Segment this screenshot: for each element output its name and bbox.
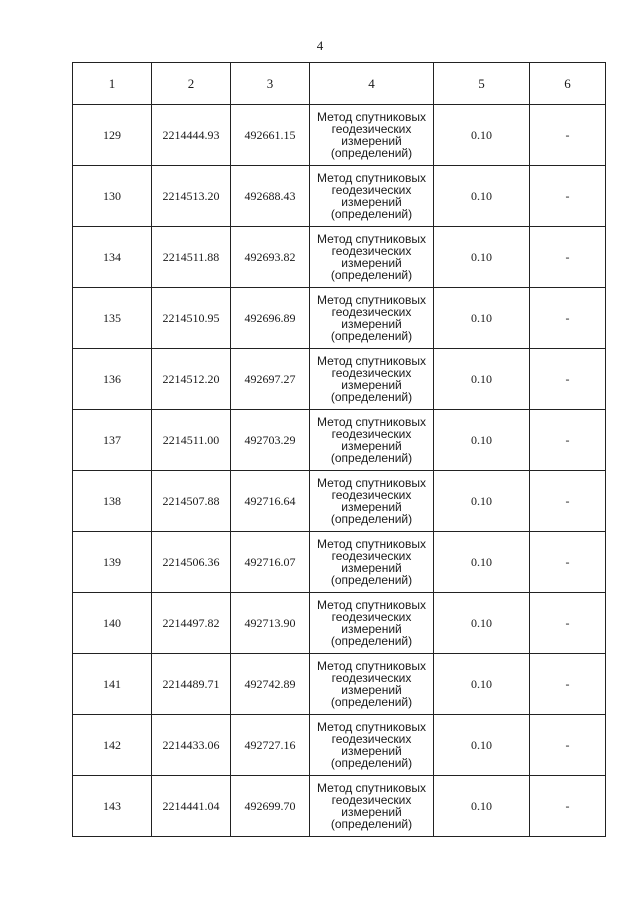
accuracy-cell: 0.10 xyxy=(434,349,530,410)
y-coordinate-cell: 492699.70 xyxy=(231,776,310,837)
accuracy-cell: 0.10 xyxy=(434,654,530,715)
table-row xyxy=(73,532,606,593)
y-coordinate-cell: 492713.90 xyxy=(231,593,310,654)
x-coordinate-cell: 2214507.88 xyxy=(152,471,231,532)
table-row xyxy=(73,105,606,166)
column-header: 6 xyxy=(530,63,606,105)
point-number-cell: 136 xyxy=(73,349,152,410)
accuracy-cell: 0.10 xyxy=(434,532,530,593)
point-number-cell: 134 xyxy=(73,227,152,288)
note-cell: - xyxy=(530,166,606,227)
y-coordinate-cell: 492703.29 xyxy=(231,410,310,471)
method-cell: Метод спутниковых геодезических измерений (определений) xyxy=(310,166,434,227)
page-number: 4 xyxy=(316,38,324,53)
method-cell: Метод спутниковых геодезических измерений (определений) xyxy=(310,410,434,471)
table-row xyxy=(73,349,606,410)
note-cell: - xyxy=(530,532,606,593)
accuracy-cell: 0.10 xyxy=(434,471,530,532)
method-cell: Метод спутниковых геодезических измерений (определений) xyxy=(310,654,434,715)
column-header: 5 xyxy=(434,63,530,105)
column-header: 2 xyxy=(152,63,231,105)
note-cell: - xyxy=(530,471,606,532)
accuracy-cell: 0.10 xyxy=(434,166,530,227)
x-coordinate-cell: 2214497.82 xyxy=(152,593,231,654)
x-coordinate-cell: 2214441.04 xyxy=(152,776,231,837)
column-header: 3 xyxy=(231,63,310,105)
method-cell: Метод спутниковых геодезических измерений (определений) xyxy=(310,227,434,288)
note-cell: - xyxy=(530,654,606,715)
y-coordinate-cell: 492727.16 xyxy=(231,715,310,776)
x-coordinate-cell: 2214489.71 xyxy=(152,654,231,715)
point-number-cell: 129 xyxy=(73,105,152,166)
table-row xyxy=(73,654,606,715)
y-coordinate-cell: 492697.27 xyxy=(231,349,310,410)
method-cell: Метод спутниковых геодезических измерений (определений) xyxy=(310,349,434,410)
point-number-cell: 135 xyxy=(73,288,152,349)
x-coordinate-cell: 2214513.20 xyxy=(152,166,231,227)
note-cell: - xyxy=(530,715,606,776)
x-coordinate-cell: 2214506.36 xyxy=(152,532,231,593)
point-number-cell: 142 xyxy=(73,715,152,776)
point-number-cell: 130 xyxy=(73,166,152,227)
note-cell: - xyxy=(530,105,606,166)
method-cell: Метод спутниковых геодезических измерений (определений) xyxy=(310,532,434,593)
accuracy-cell: 0.10 xyxy=(434,105,530,166)
accuracy-cell: 0.10 xyxy=(434,288,530,349)
coordinates-table xyxy=(72,62,606,837)
accuracy-cell: 0.10 xyxy=(434,410,530,471)
x-coordinate-cell: 2214512.20 xyxy=(152,349,231,410)
table-row xyxy=(73,593,606,654)
note-cell: - xyxy=(530,410,606,471)
accuracy-cell: 0.10 xyxy=(434,776,530,837)
y-coordinate-cell: 492742.89 xyxy=(231,654,310,715)
table-row xyxy=(73,776,606,837)
method-cell: Метод спутниковых геодезических измерений (определений) xyxy=(310,715,434,776)
table-row xyxy=(73,410,606,471)
y-coordinate-cell: 492696.89 xyxy=(231,288,310,349)
point-number-cell: 139 xyxy=(73,532,152,593)
x-coordinate-cell: 2214444.93 xyxy=(152,105,231,166)
accuracy-cell: 0.10 xyxy=(434,227,530,288)
table-row xyxy=(73,715,606,776)
note-cell: - xyxy=(530,349,606,410)
method-cell: Метод спутниковых геодезических измерений (определений) xyxy=(310,288,434,349)
point-number-cell: 138 xyxy=(73,471,152,532)
y-coordinate-cell: 492693.82 xyxy=(231,227,310,288)
point-number-cell: 143 xyxy=(73,776,152,837)
note-cell: - xyxy=(530,776,606,837)
method-cell: Метод спутниковых геодезических измерений (определений) xyxy=(310,471,434,532)
x-coordinate-cell: 2214511.00 xyxy=(152,410,231,471)
accuracy-cell: 0.10 xyxy=(434,593,530,654)
table-row xyxy=(73,288,606,349)
x-coordinate-cell: 2214433.06 xyxy=(152,715,231,776)
method-cell: Метод спутниковых геодезических измерений (определений) xyxy=(310,105,434,166)
table-row xyxy=(73,166,606,227)
note-cell: - xyxy=(530,227,606,288)
y-coordinate-cell: 492716.64 xyxy=(231,471,310,532)
table-row xyxy=(73,227,606,288)
point-number-cell: 141 xyxy=(73,654,152,715)
column-header: 4 xyxy=(310,63,434,105)
table-header-row xyxy=(73,63,606,105)
column-header: 1 xyxy=(73,63,152,105)
y-coordinate-cell: 492661.15 xyxy=(231,105,310,166)
note-cell: - xyxy=(530,288,606,349)
y-coordinate-cell: 492688.43 xyxy=(231,166,310,227)
table-row xyxy=(73,471,606,532)
x-coordinate-cell: 2214511.88 xyxy=(152,227,231,288)
method-cell: Метод спутниковых геодезических измерений (определений) xyxy=(310,776,434,837)
point-number-cell: 137 xyxy=(73,410,152,471)
y-coordinate-cell: 492716.07 xyxy=(231,532,310,593)
accuracy-cell: 0.10 xyxy=(434,715,530,776)
note-cell: - xyxy=(530,593,606,654)
point-number-cell: 140 xyxy=(73,593,152,654)
x-coordinate-cell: 2214510.95 xyxy=(152,288,231,349)
method-cell: Метод спутниковых геодезических измерений (определений) xyxy=(310,593,434,654)
